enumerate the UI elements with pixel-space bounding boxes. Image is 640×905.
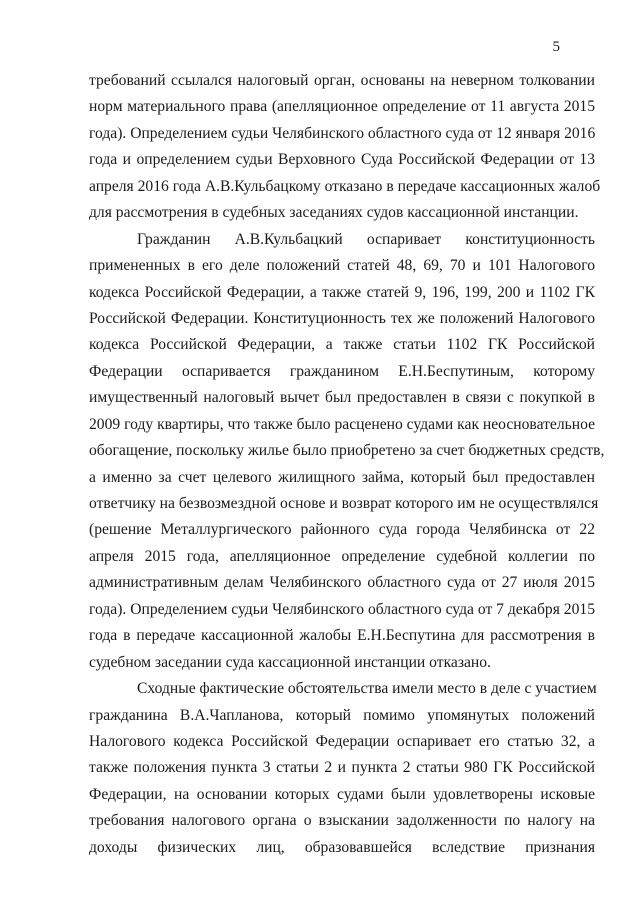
- text-line: Гражданин А.В.Кульбацкий оспаривает конституционность: [137, 230, 595, 248]
- text-line: Федерации оспаривается гражданином Е.Н.Беспутиным, которому: [89, 362, 595, 380]
- page-number: 5: [552, 39, 560, 55]
- text-line: доходы физических лиц, образовавшейся вследствие признания: [89, 838, 595, 856]
- text-line: норм материального права (апелляционное определение от 11 августа 2015: [89, 98, 595, 116]
- text-line: Сходные фактические обстоятельства имели место в деле с участием: [137, 680, 597, 698]
- text-line: (решение Металлургического районного суда города Челябинска от 22: [89, 521, 595, 539]
- text-line: судебном заседании суда кассационной инстанции отказано.: [89, 653, 491, 671]
- text-line: апреля 2015 года, апелляционное определение судебной коллегии по: [89, 547, 595, 565]
- text-line: года). Определением судьи Челябинского областного суда от 7 декабря 2015: [89, 600, 595, 618]
- document-body: [89, 68, 605, 861]
- text-line: административным делам Челябинского областного суда от 27 июля 2015: [89, 574, 595, 592]
- text-line: 2009 году квартиры, что также было расценено судами как неосновательное: [89, 415, 595, 433]
- text-line: Федерации, на основании которых судами были удовлетворены исковые: [89, 785, 595, 803]
- text-line: для рассмотрения в судебных заседаниях судов кассационной инстанции.: [89, 204, 579, 222]
- text-line: Российской Федерации. Конституционность тех же положений Налогового: [89, 309, 595, 327]
- paragraph-1: [89, 68, 601, 227]
- text-line: также положения пункта 3 статьи 2 и пункта 2 статьи 980 ГК Российской: [89, 759, 595, 777]
- text-line: года). Определением судьи Челябинского областного суда от 12 января 2016: [89, 124, 596, 142]
- text-line: кодекса Российской Федерации, а также статьи 1102 ГК Российской: [89, 336, 595, 354]
- text-line: а именно за счет целевого жилищного займа, который был предоставлен: [89, 468, 595, 486]
- text-line: имущественный налоговый вычет был предоставлен в связи с покупкой в: [89, 389, 595, 407]
- text-line: требований ссылался налоговый орган, основаны на неверном толковании: [89, 72, 595, 89]
- text-line: Налогового кодекса Российской Федерации оспаривает его статью 32, а: [89, 732, 595, 750]
- text-line: кодекса Российской Федерации, а также статей 9, 196, 199, 200 и 1102 ГК: [89, 283, 595, 301]
- paragraph-3: [89, 676, 595, 861]
- text-line: гражданина В.А.Чапланова, который помимо упомянутых положений: [89, 706, 595, 724]
- text-line: обогащение, поскольку жилье было приобретено за счет бюджетных средств,: [89, 442, 605, 460]
- text-line: года в передаче кассационной жалобы Е.Н.Беспутина для рассмотрения в: [89, 627, 595, 645]
- text-line: примененных в его деле положений статей 48, 69, 70 и 101 Налогового: [89, 257, 595, 275]
- text-line: требования налогового органа о взыскании задолженности по налогу на: [89, 812, 595, 830]
- paragraph-2: [89, 227, 605, 676]
- text-line: апреля 2016 года А.В.Кульбацкому отказано в передаче кассационных жалоб: [89, 177, 601, 195]
- text-line: ответчику на безвозмездной основе и возврат которого им не осуществлялся: [89, 495, 599, 512]
- text-line: года и определением судьи Верховного Суда Российской Федерации от 13: [89, 151, 595, 169]
